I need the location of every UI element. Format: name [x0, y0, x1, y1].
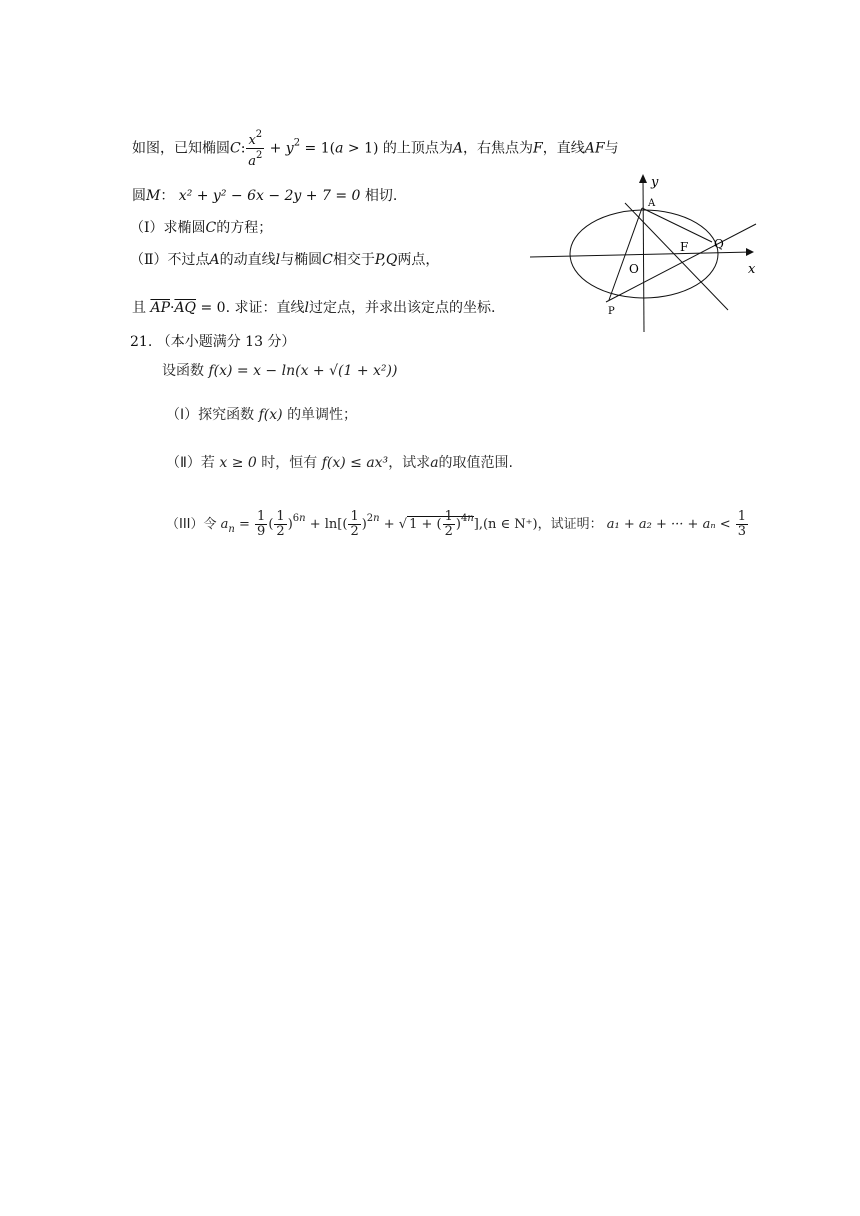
ellipse-name-3: C: [322, 252, 333, 268]
ellipse-figure: [530, 170, 770, 340]
label-p: P: [608, 306, 615, 317]
point-f-text: F: [533, 140, 543, 157]
p20-top-vertex-text: 的上顶点为: [382, 140, 453, 157]
line-af-text: AF: [584, 140, 605, 157]
p20-part2-a: （Ⅱ）不过点: [130, 252, 210, 268]
ellipse-name: C: [230, 140, 241, 157]
p21-part3: [166, 508, 749, 541]
line-l-text-2: l: [304, 300, 309, 316]
circle-name: M: [146, 188, 161, 204]
p21-sum: a₁ + a₂ + ··· + aₙ <: [606, 517, 731, 532]
vector-aq: $\overline{AQ}$: [174, 300, 197, 316]
p21-part2-c: ，试求: [388, 455, 431, 471]
label-x: x: [748, 262, 756, 277]
p21-inequality: f(x) ≤ ax³: [321, 455, 389, 471]
p21-definition: [162, 360, 397, 382]
dot-product-eq: = 0: [200, 300, 226, 316]
p20-part2-f: 且: [132, 300, 146, 316]
p21-function: f(x) = x − ln(x + √(1 + x²)): [208, 363, 398, 379]
p20-and-text: 与: [604, 140, 619, 157]
p20-part2-h: 过定点，并求出该定点的坐标.: [308, 300, 496, 316]
point-a-text-2: A: [209, 252, 220, 268]
p21-part2-a: （Ⅱ）若: [166, 455, 215, 471]
p21-part2: [166, 452, 513, 474]
label-q: Q: [714, 237, 724, 251]
p20-line1: 如图，已知椭圆C: $\frac{x^2}{a^2}$ + $y^2 = 1(a > 1)$ 的上顶点为A，右焦点为F，直线AF与: [132, 129, 619, 169]
ellipse-fraction: $\frac{x^2}{a^2}$: [248, 129, 263, 169]
point-a-text: A: [452, 140, 464, 157]
p20-focus-text: ，右焦点为: [463, 140, 534, 157]
p20-part1: [130, 218, 272, 238]
p20-part2-e: 两点，: [397, 252, 440, 268]
p21-part3-a: （III）令: [166, 517, 217, 532]
x-axis: [530, 252, 752, 257]
label-a: A: [648, 198, 656, 209]
p20-part2-d: 相交于: [332, 252, 375, 268]
p20-part2: [130, 250, 439, 270]
p21-part2-d: 的取值范围.: [438, 455, 513, 471]
x-axis-arrow: [746, 248, 754, 256]
p20-part2-cont: 且 $\overline{AP}\cdot\overline{AQ} = 0$. 求证：直线l过定点，并求出该定点的坐标.: [132, 300, 496, 316]
p20-intro: 如图，已知椭圆: [132, 140, 230, 157]
ellipse-name-2: C: [205, 220, 217, 236]
p21-condition: x ≥ 0: [219, 455, 257, 471]
p21-part3-b: ，试证明：: [537, 517, 603, 532]
p21-sequence-formula: $a_n$ = $\frac{1}{9}$ ( $\frac{1}{2}$ )$^{6n}$ + ln[( $\frac{1}{2}$ )$^{2n}$ + √ 1 + ( $\frac{1}{2}$ )$^{4n}$]: [220, 509, 479, 539]
p21-part2-b: 时，恒有: [261, 455, 318, 471]
label-f: F: [680, 240, 689, 254]
line-aq: [642, 208, 712, 242]
p20-line-text: ，直线: [542, 140, 585, 157]
p21-part1-a: （Ⅰ）探究函数: [166, 407, 255, 423]
p20-part2-b: 的动直线: [219, 252, 276, 268]
p20-line2: 圆M： x² + y² − 6x − 2y + 7 = 0 相切.: [132, 188, 398, 204]
label-o: O: [629, 262, 639, 276]
p21-part1-b: 的单调性；: [287, 407, 358, 423]
y-axis-arrow: [639, 174, 647, 183]
y-axis: [643, 178, 644, 332]
p21-one-third: $\frac{1}{3}$: [737, 509, 747, 539]
p21-domain: ,(n ∈ N⁺): [478, 517, 538, 532]
p21-header: 21. （本小题满分 13 分）: [130, 334, 296, 350]
p21-def-prefix: 设函数: [162, 363, 204, 379]
circle-equation: x² + y² − 6x − 2y + 7 = 0: [178, 188, 361, 204]
p20-part2-c: 与椭圆: [280, 252, 323, 268]
p21-var-a: a: [430, 455, 439, 471]
circle-prefix: 圆: [132, 188, 146, 204]
p21-part1: [166, 404, 357, 426]
p20-part1-end: 的方程；: [216, 220, 273, 236]
label-y: y: [651, 175, 659, 190]
p20-part1-text: （Ⅰ）求椭圆: [130, 220, 206, 236]
points-pq: P,Q: [374, 252, 398, 268]
line-l-text: l: [275, 252, 281, 268]
p21-part1-f: f(x): [258, 407, 283, 423]
circle-suffix: 相切.: [364, 188, 398, 204]
vector-ap: $\overline{AP}$: [150, 300, 170, 316]
p20-part2-g: . 求证：直线: [225, 300, 305, 316]
